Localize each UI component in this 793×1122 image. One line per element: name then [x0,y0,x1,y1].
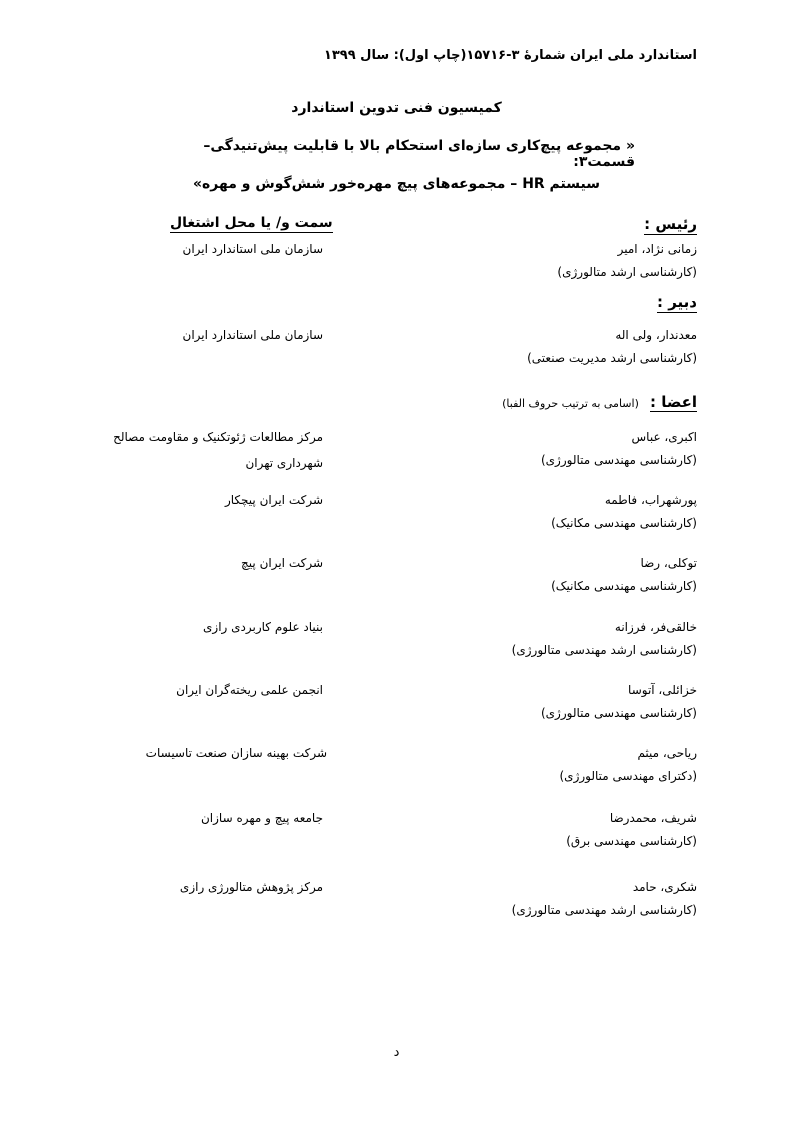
members-heading [502,392,697,411]
page-number: د [393,1045,400,1060]
member-organization: بنیاد علوم کاربردی رازی [203,620,323,634]
member-name: شکری، حامد [632,880,697,894]
member-organization: شرکت ایران پیچکار [224,493,323,507]
member-degree: (کارشناسی مهندسی متالورژی) [540,706,697,720]
secretary-degree: (کارشناسی ارشد مدیریت صنعتی) [527,351,697,365]
document-title-line-2: سیستم HR – مجموعه‌های پیچ مهره‌خور شش‌گوش و مهره» [193,176,600,192]
member-degree: (کارشناسی مهندسی مکانیک) [551,579,697,593]
member-organization: مرکز مطالعات ژئوتکنیک و مقاومت مصالح شهرداری تهران [113,430,323,470]
member-name: شریف، محمدرضا [609,811,697,825]
member-degree: (کارشناسی مهندسی مکانیک) [551,516,697,530]
member-name: خالقی‌فر، فرزانه [614,620,697,634]
member-degree: (کارشناسی ارشد مهندسی متالورژی) [511,643,697,657]
position-column-label: سمت و/ یا محل اشتغال [170,215,333,231]
member-organization: شرکت بهینه سازان صنعت تاسیسات [145,746,327,760]
member-organization: انجمن علمی ریخته‌گران ایران [176,683,323,697]
running-header: استاندارد ملی ایران شمارهٔ ۳-۱۵۷۱۶(چاپ اول): سال ۱۳۹۹ [323,48,697,63]
member-name: ریاحی، میثم [637,746,697,760]
members-order-note: (اسامی به ترتیب حروف الفبا) [502,397,639,410]
member-degree: (دکترای مهندسی متالورژی) [559,769,697,783]
members-label: اعضا : [649,393,697,411]
member-organization: مرکز پژوهش متالورژی رازی [179,880,323,894]
secretary-organization: سازمان ملی استاندارد ایران [182,328,323,342]
member-degree: (کارشناسی مهندسی متالورژی) [540,453,697,467]
member-degree: (کارشناسی مهندسی برق) [566,834,697,848]
member-organization: جامعه پیچ و مهره سازان [200,811,323,825]
chair-name: زمانی نژاد، امیر [617,242,697,256]
member-name: توکلی، رضا [640,556,697,570]
chair-degree: (کارشناسی ارشد متالورژی) [557,265,697,279]
chair-organization: سازمان ملی استاندارد ایران [182,242,323,256]
secretary-label: دبیر : [656,293,697,311]
member-organization: شرکت ایران پیچ [241,556,323,570]
chair-label: رئیس : [644,215,697,233]
member-name: اکبری، عباس [631,430,697,444]
secretary-name: معدندار، ولی اله [615,328,697,342]
member-name: پورشهراب، فاطمه [604,493,697,507]
document-title-line-1: « مجموعه پیچ‌کاری سازه‌ای استحکام بالا با قابلیت پیش‌تنیدگی– قسمت۳: [203,138,635,170]
committee-title: کمیسیون فنی تدوین استاندارد [291,100,502,116]
member-degree: (کارشناسی ارشد مهندسی متالورژی) [511,903,697,917]
member-name: خزائلی، آتوسا [628,683,697,697]
